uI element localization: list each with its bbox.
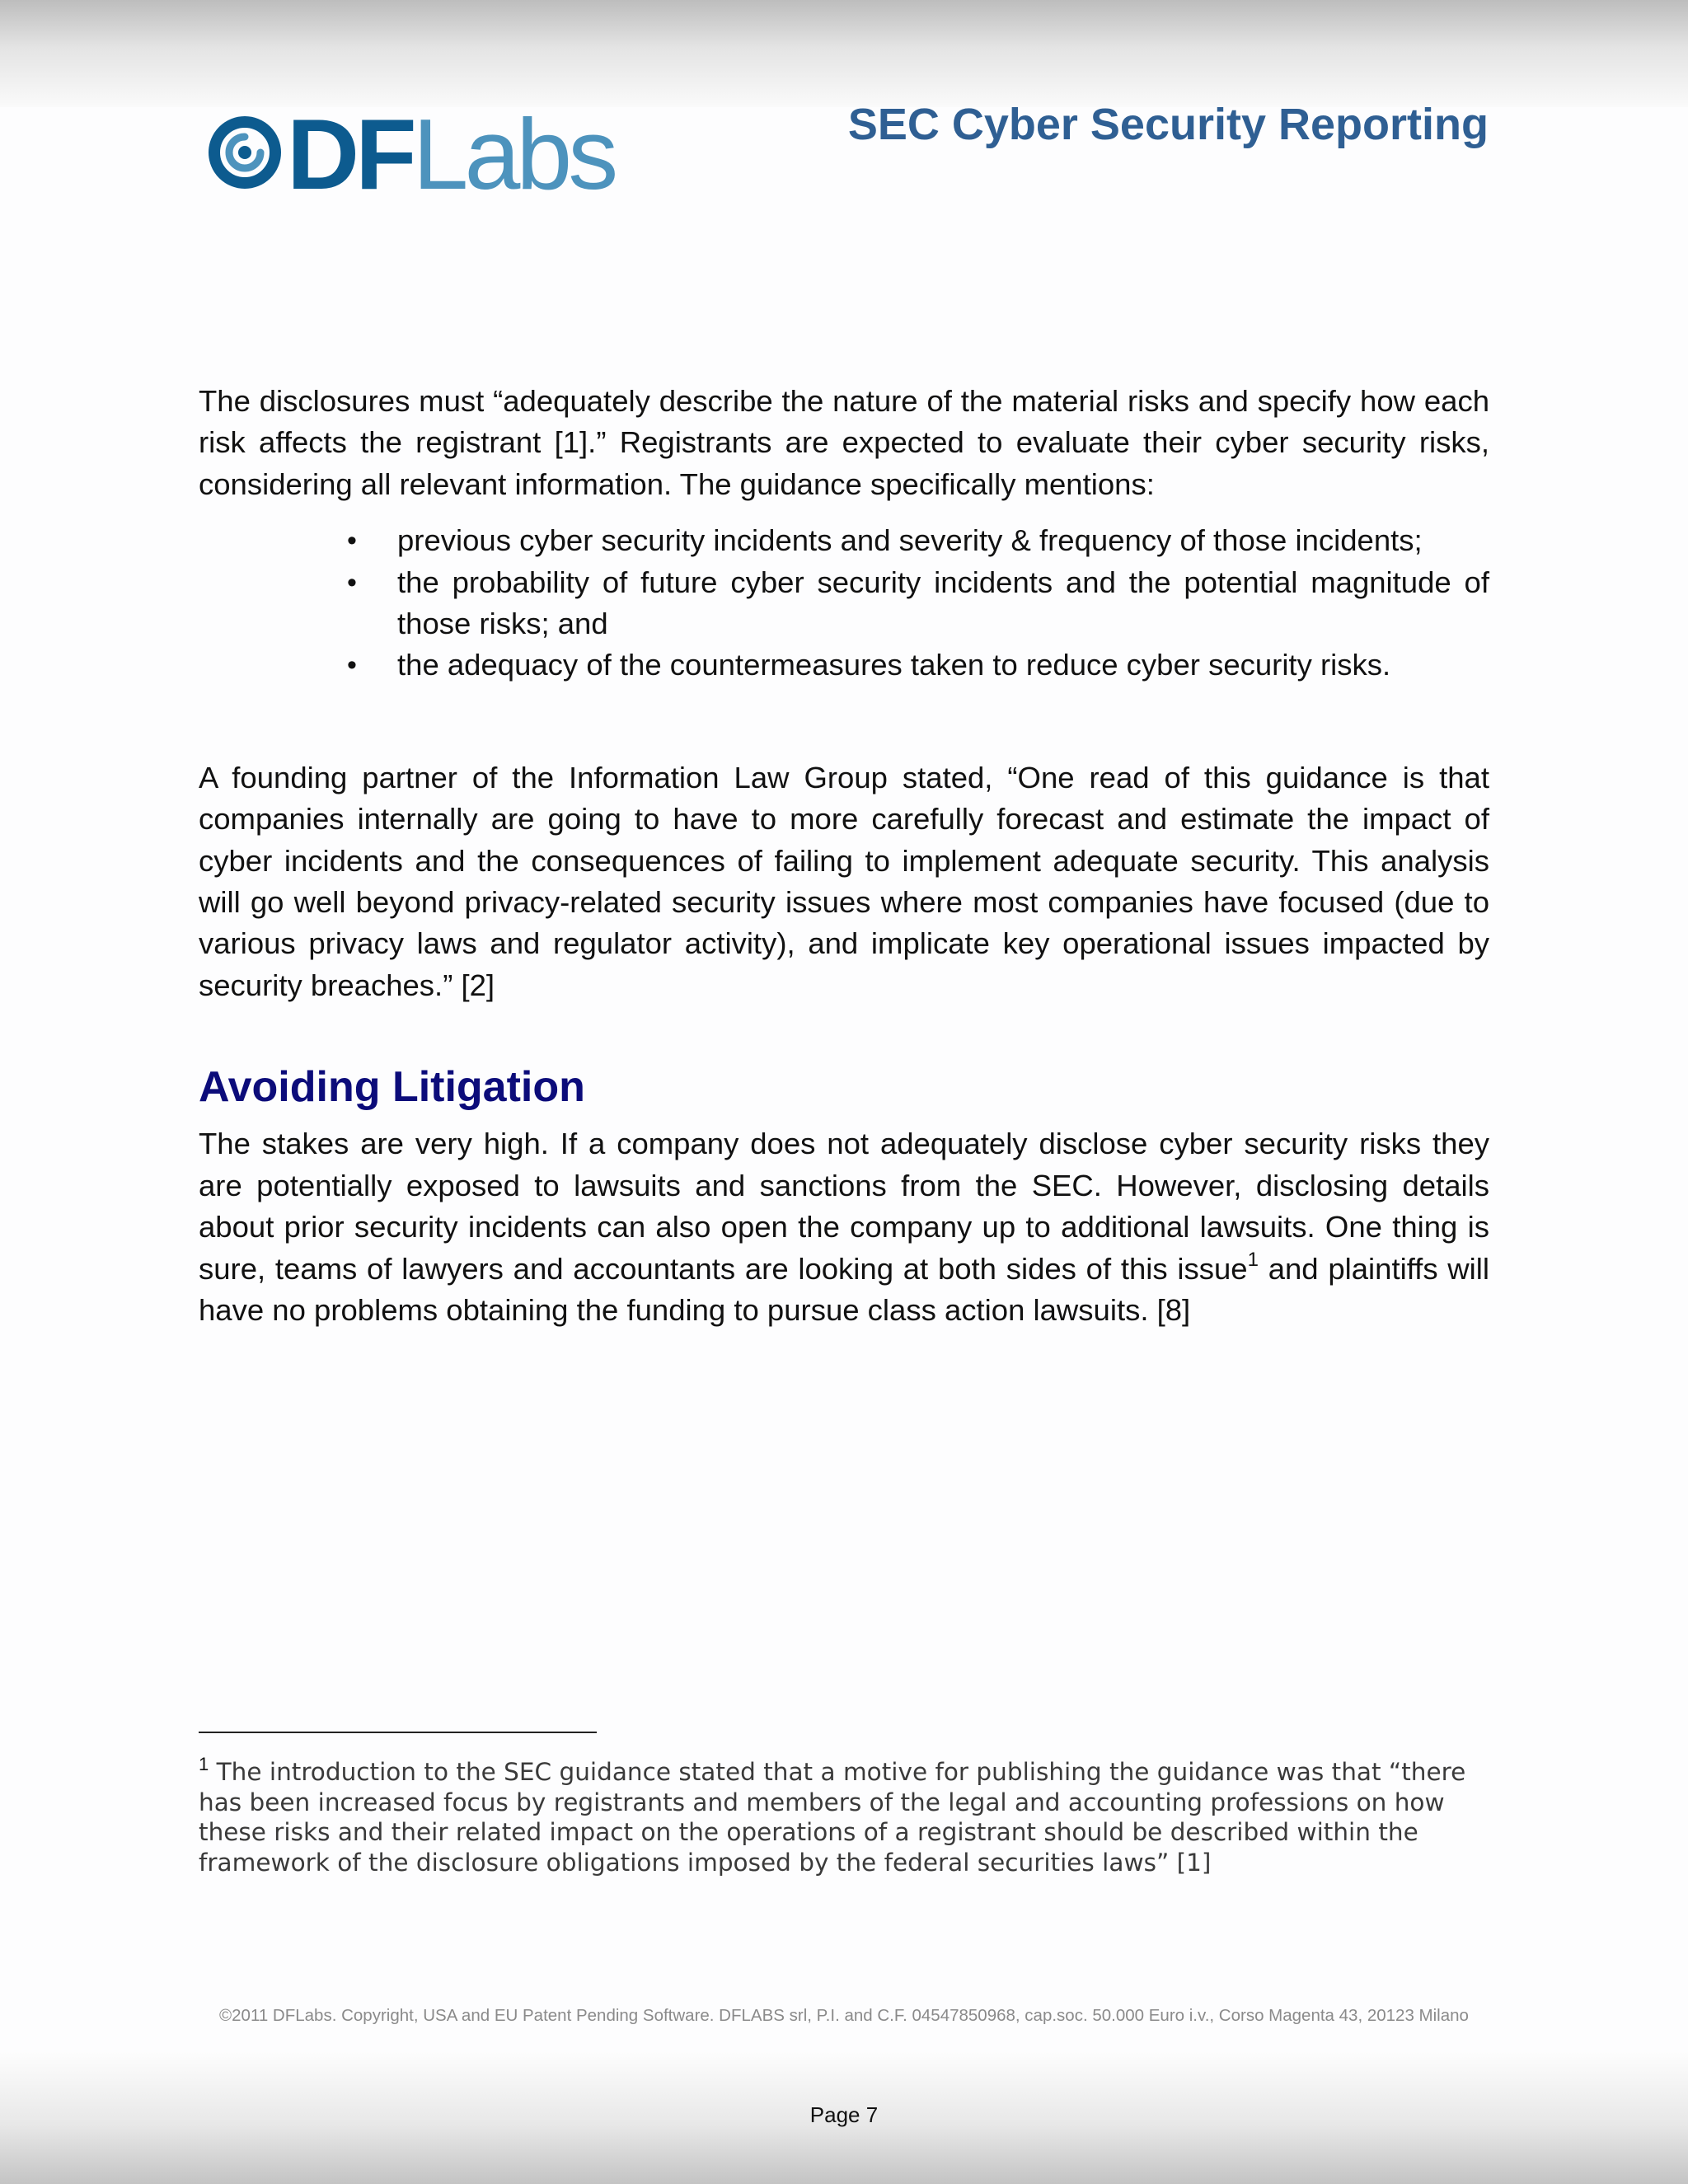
footnote-number: 1 (199, 1754, 209, 1774)
stakes-text-after: and plaintiffs will have no problems obtaining the funding to pursue class action lawsuits. [8] (199, 1251, 1489, 1327)
copyright-notice: ©2011 DFLabs. Copyright, USA and EU Patent Pending Software. DFLABS srl, P.I. and C.F. 04547850968, cap.soc. 50.000 Euro i.v., Corso Magenta 43, 20123 Milano (219, 2006, 1469, 2025)
document-title: SEC Cyber Security Reporting (847, 100, 1489, 149)
stakes-text-before: The stakes are very high. If a company does not adequately disclose cyber security risks they are potentially exposed to lawsuits and sanctions from the SEC. However, disclosing details about prior security incidents can also open the company up to additional lawsuits. One thing is sure, teams of lawyers and accountants are looking at both sides of this issue (199, 1127, 1489, 1286)
bullet-item (347, 520, 1489, 561)
bullet-icon: • (347, 566, 357, 598)
bullet-icon: • (347, 525, 357, 557)
guidance-bullet-list (199, 520, 1489, 687)
logo-wordmark-labs: Labs (412, 98, 615, 210)
dflabs-logo (208, 98, 636, 210)
footnote (199, 1754, 1489, 1877)
bullet-item (347, 562, 1489, 645)
document-body (199, 381, 1489, 1331)
footnote-text: The introduction to the SEC guidance stated that a motive for publishing the guidance was that “there has been increased focus by registrants and members of the legal and accounting professions on how these risks and their related impact on the operations of a registrant should be described within the framework of the disclosure obligations imposed by the federal securities laws” [1] (199, 1758, 1466, 1877)
stakes-paragraph (199, 1123, 1489, 1331)
logo-wordmark-df: DF (287, 98, 413, 210)
bullet-icon: • (347, 649, 357, 682)
section-heading: Avoiding Litigation (199, 1063, 585, 1112)
logo-wordmark (287, 98, 615, 210)
bullet-text: previous cyber security incidents and severity & frequency of those incidents; (397, 523, 1423, 558)
bullet-text: the adequacy of the countermeasures taken to reduce cyber security risks. (397, 648, 1391, 682)
page-header-band (0, 0, 1688, 107)
footnote-divider (199, 1732, 597, 1733)
dflabs-ring-icon (208, 115, 282, 190)
bullet-text: the probability of future cyber security incidents and the potential magnitude of those risks; and (397, 565, 1489, 641)
page-number: Page 7 (809, 2102, 879, 2127)
intro-paragraph: The disclosures must “adequately describe the nature of the material risks and specify how each risk affects the registrant [1].” Registrants are expected to evaluate their cyber security risks, considering all relevant information. The guidance specifically mentions: (199, 384, 1489, 501)
footnote-reference[interactable]: 1 (1247, 1248, 1259, 1271)
quote-paragraph: A founding partner of the Information Law Group stated, “One read of this guidance is that companies internally are going to have to more carefully forecast and estimate the impact of cyber incidents and the consequences of failing to implement adequate security. This analysis will go well beyond privacy-related security issues where most companies have focused (due to various privacy laws and regulator activity), and implicate key operational issues impacted by security breaches.” [2] (199, 760, 1489, 1002)
bullet-item (347, 644, 1489, 686)
